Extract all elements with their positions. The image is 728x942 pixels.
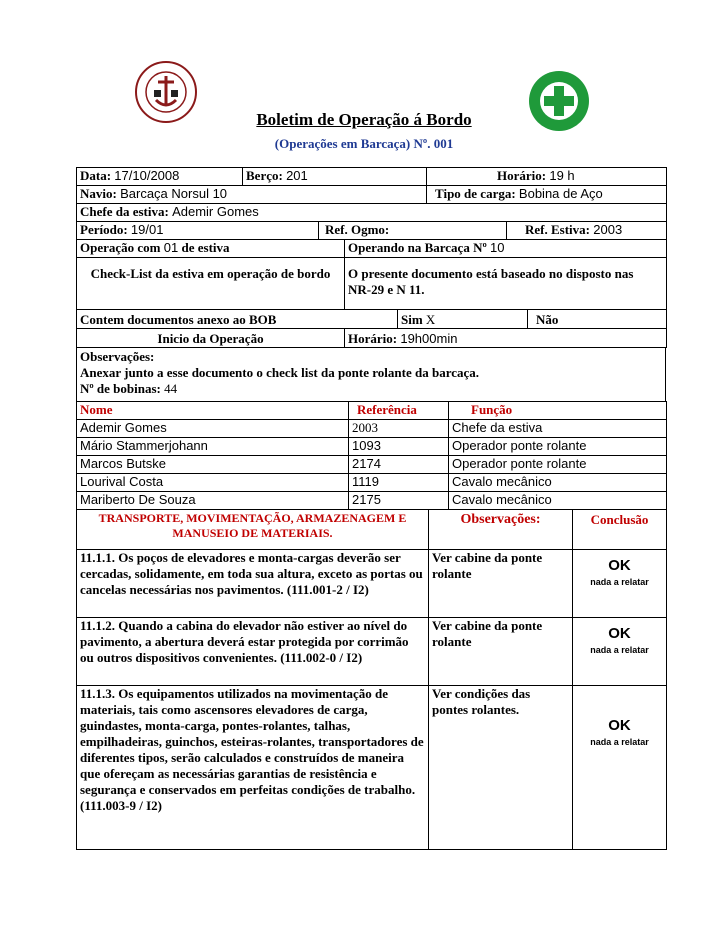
- checklist-row: [77, 618, 667, 686]
- info-table: [76, 167, 667, 240]
- checklist-obs: Ver cabine da ponte rolante: [429, 618, 573, 686]
- checklist-obs: Ver condições das pontes rolantes.: [429, 686, 573, 850]
- inicio-label: Inicio da Operação: [77, 329, 345, 348]
- ogmo-cell: Ref. Ogmo:: [319, 222, 507, 240]
- checklist-obs: Ver cabine da ponte rolante: [429, 550, 573, 618]
- berco-cell: Berço: 201: [243, 168, 427, 186]
- operando-cell: Operando na Barcaça Nº 10: [345, 240, 667, 258]
- data-value: 17/10/2008: [114, 168, 180, 183]
- checklist-table: [76, 509, 667, 850]
- ok-label: OK: [608, 557, 631, 574]
- nada-label: nada a relatar: [590, 645, 649, 655]
- crew-row: Mariberto De Souza 2175 Cavalo mecânico: [77, 492, 667, 510]
- document-subtitle: (Operações em Barcaça) Nº. 001: [274, 136, 454, 151]
- bobinas-value: 44: [164, 381, 178, 396]
- operacao-cell: Operação com 01 de estiva: [77, 240, 345, 258]
- crew-row: Mário Stammerjohann 1093 Operador ponte rolante: [77, 438, 667, 456]
- document-body: [76, 167, 666, 850]
- checklist-row: [77, 550, 667, 618]
- header-referencia: Referência: [349, 402, 449, 420]
- baseado-text: O presente documento está baseado no disposto nas NR-29 e N 11.: [345, 258, 667, 310]
- operation-table: [76, 239, 667, 310]
- checklist-header-obs: Observações:: [429, 510, 573, 550]
- nada-label: nada a relatar: [590, 577, 649, 587]
- inicio-table: [76, 328, 667, 348]
- periodo-cell: Período: 19/01: [77, 222, 319, 240]
- obs-text: Anexar junto a esse documento o check list da ponte rolante da barcaça.: [80, 365, 480, 380]
- checklist-item: 11.1.1. Os poços de elevadores e monta-cargas deverão ser cercadas, solidamente, em toda sua altura, exceto as portas ou cancelas necessárias nos pavimentos. (111.001-2 / I2): [77, 550, 429, 618]
- chefe-cell: Chefe da estiva: Ademir Gomes: [77, 204, 667, 222]
- obs-label: Observações:: [80, 349, 155, 364]
- sim-cell: Sim X: [398, 310, 528, 329]
- checklist-conclusao: [573, 618, 667, 686]
- anexo-table: [76, 309, 667, 329]
- checklist-item: 11.1.3. Os equipamentos utilizados na movimentação de materiais, tais como ascensores elevadores de carga, guindastes, monta-carga, pontes-rolantes, talhas, empilhadeiras, guinchos, esteiras-rolantes, transportadores de diferentes tipos, serão calculados e construídos de maneira que ofereçam as necessárias garantias de resistência e segurança e conservados em perfeitas condições de trabalho. (111.003-9 / I2): [77, 686, 429, 850]
- anexo-label: Contem documentos anexo ao BOB: [77, 310, 398, 329]
- checklist-conclusao: [573, 686, 667, 850]
- horario-cell: Horário: 19 h: [427, 168, 667, 186]
- tipo-carga-cell: Tipo de carga: Bobina de Aço: [427, 186, 667, 204]
- header-nome: Nome: [77, 402, 349, 420]
- ok-label: OK: [608, 625, 631, 642]
- checklist-header-item: TRANSPORTE, MOVIMENTAÇÃO, ARMAZENAGEM E MANUSEIO DE MATERIAIS.: [77, 510, 429, 550]
- crew-row: Marcos Butske 2174 Operador ponte rolante: [77, 456, 667, 474]
- checklist-title: Check-List da estiva em operação de bordo: [77, 258, 345, 310]
- checklist-row: [77, 686, 667, 850]
- checklist-item: 11.1.2. Quando a cabina do elevador não estiver ao nível do pavimento, a abertura deverá estar protegida por corrimão ou outros dispositivos convenientes. (111.002-0 / I2): [77, 618, 429, 686]
- ok-label: OK: [608, 717, 631, 734]
- nao-label: Não: [528, 310, 667, 329]
- observacoes-cell: Observações: Anexar junto a esse documento o check list da ponte rolante da barcaça. Nº de bobinas: 44: [77, 348, 666, 402]
- horario2-cell: Horário: 19h00min: [345, 329, 667, 348]
- header-funcao: Função: [449, 402, 667, 420]
- crew-row: Lourival Costa 1119 Cavalo mecânico: [77, 474, 667, 492]
- crew-table: [76, 401, 667, 510]
- data-cell: Data: 17/10/2008: [77, 168, 243, 186]
- checklist-conclusao: [573, 550, 667, 618]
- navio-cell: Navio: Barcaça Norsul 10: [77, 186, 427, 204]
- document-title: Boletim de Operação á Bordo: [256, 110, 472, 129]
- estiva-cell: Ref. Estiva: 2003: [507, 222, 667, 240]
- sim-value: X: [425, 312, 436, 327]
- observacoes-table: [76, 347, 666, 402]
- checklist-header-conclusao: Conclusão: [573, 510, 667, 550]
- nada-label: nada a relatar: [590, 737, 649, 747]
- crew-row: Ademir Gomes 2003 Chefe da estiva: [77, 420, 667, 438]
